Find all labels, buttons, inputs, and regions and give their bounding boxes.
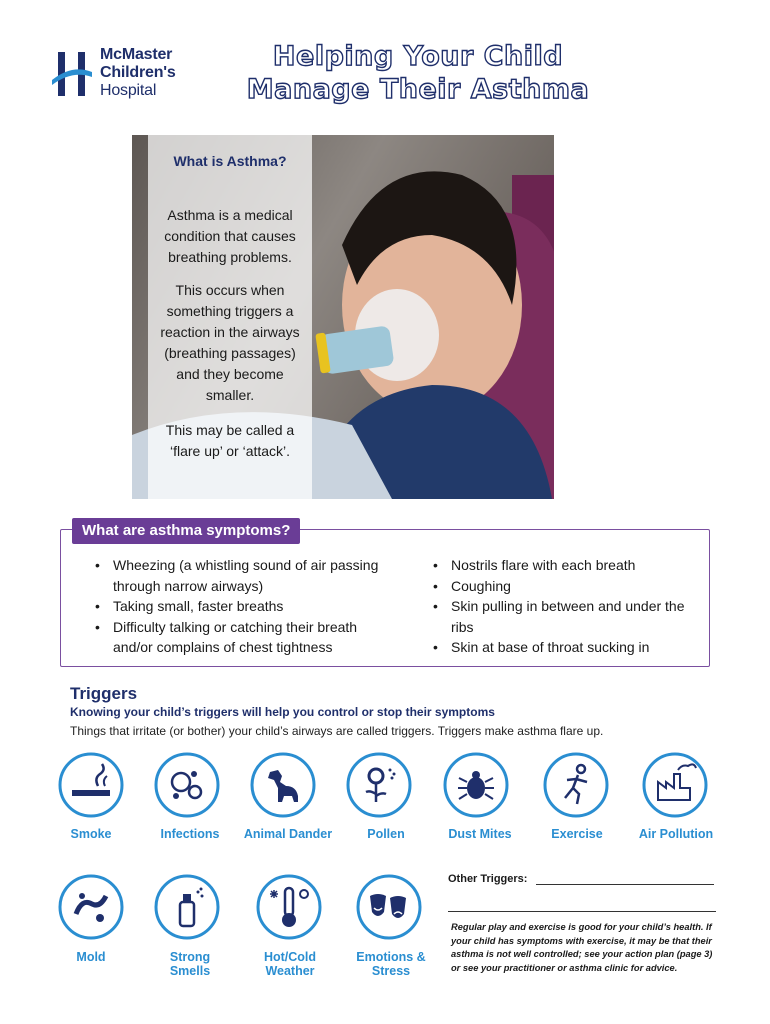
logo-h-icon <box>52 50 92 98</box>
hospital-logo <box>52 44 212 104</box>
air-pollution-icon <box>642 752 708 818</box>
trigger-label: Strong Smells <box>169 950 211 978</box>
symptoms-list-right <box>429 555 699 658</box>
logo-text <box>100 46 176 100</box>
trigger-label: Smoke <box>70 827 112 841</box>
animal-dander-icon <box>250 752 316 818</box>
triggers-title: Triggers <box>70 684 138 703</box>
hero-photo <box>132 135 554 499</box>
title-line-2: Manage Their Asthma <box>246 74 590 105</box>
page-title <box>228 40 608 106</box>
trigger-label: Emotions & Stress <box>356 950 426 978</box>
symptoms-heading: What are asthma symptoms? <box>72 518 300 544</box>
symptom-item: • Skin at base of throat sucking in <box>429 637 699 658</box>
trigger-label: Infections <box>160 827 220 841</box>
hero-paragraph-2: This occurs when something triggers a reaction in the airways (breathing passages) and they become smaller. <box>160 282 300 403</box>
symptoms-list-left <box>91 555 391 658</box>
trigger-label: Pollen <box>367 827 405 841</box>
exercise-note: Regular play and exercise is good for your child’s health. If your child has symptoms with exercise, it may be that their asthma is not well controlled; see your action plan (page 3) or see your practitioner or asthma clinic for advice. <box>451 922 713 973</box>
symptom-item: • Difficulty talking or catching their breath and/or complains of chest tightness <box>91 617 391 658</box>
weather-icon <box>256 874 322 940</box>
logo-line-3: Hospital <box>100 82 157 99</box>
symptom-item: • Coughing <box>429 576 699 597</box>
strong-smells-icon <box>154 874 220 940</box>
pollen-icon <box>346 752 412 818</box>
hero-paragraph-1: Asthma is a medical condition that causes breathing problems. <box>164 207 296 265</box>
triggers-description: Things that irritate (or bother) your child’s airways are called triggers. Triggers make asthma flare up. <box>70 724 604 738</box>
trigger-label: Hot/Cold Weather <box>263 950 317 978</box>
emotions-icon <box>356 874 422 940</box>
symptom-item: • Nostrils flare with each breath <box>429 555 699 576</box>
exercise-icon <box>543 752 609 818</box>
hero-heading: What is Asthma? <box>173 153 287 169</box>
trigger-label: Exercise <box>551 827 603 841</box>
other-triggers-label: Other Triggers: <box>448 873 528 885</box>
symptoms-box <box>60 529 710 667</box>
triggers-subtitle: Knowing your child’s triggers will help you control or stop their symptoms <box>70 705 495 719</box>
other-triggers-line[interactable] <box>536 884 714 885</box>
other-triggers-line-2[interactable] <box>448 911 716 912</box>
symptom-item: • Wheezing (a whistling sound of air passing through narrow airways) <box>91 555 391 596</box>
trigger-label: Animal Dander <box>243 827 333 841</box>
smoke-icon <box>58 752 124 818</box>
dust-mites-icon <box>443 752 509 818</box>
logo-line-2: Children's <box>100 64 176 81</box>
trigger-label: Mold <box>76 950 106 964</box>
infections-icon <box>154 752 220 818</box>
symptom-item: • Taking small, faster breaths <box>91 596 391 617</box>
symptom-item: • Skin pulling in between and under the ribs <box>429 596 699 637</box>
hero-paragraph-3: This may be called a ‘flare up’ or ‘attack’. <box>165 422 295 459</box>
mold-icon <box>58 874 124 940</box>
trigger-label: Air Pollution <box>638 827 714 841</box>
title-line-1: Helping Your Child <box>272 41 564 72</box>
trigger-label: Dust Mites <box>448 827 512 841</box>
logo-line-1: McMaster <box>100 46 173 63</box>
